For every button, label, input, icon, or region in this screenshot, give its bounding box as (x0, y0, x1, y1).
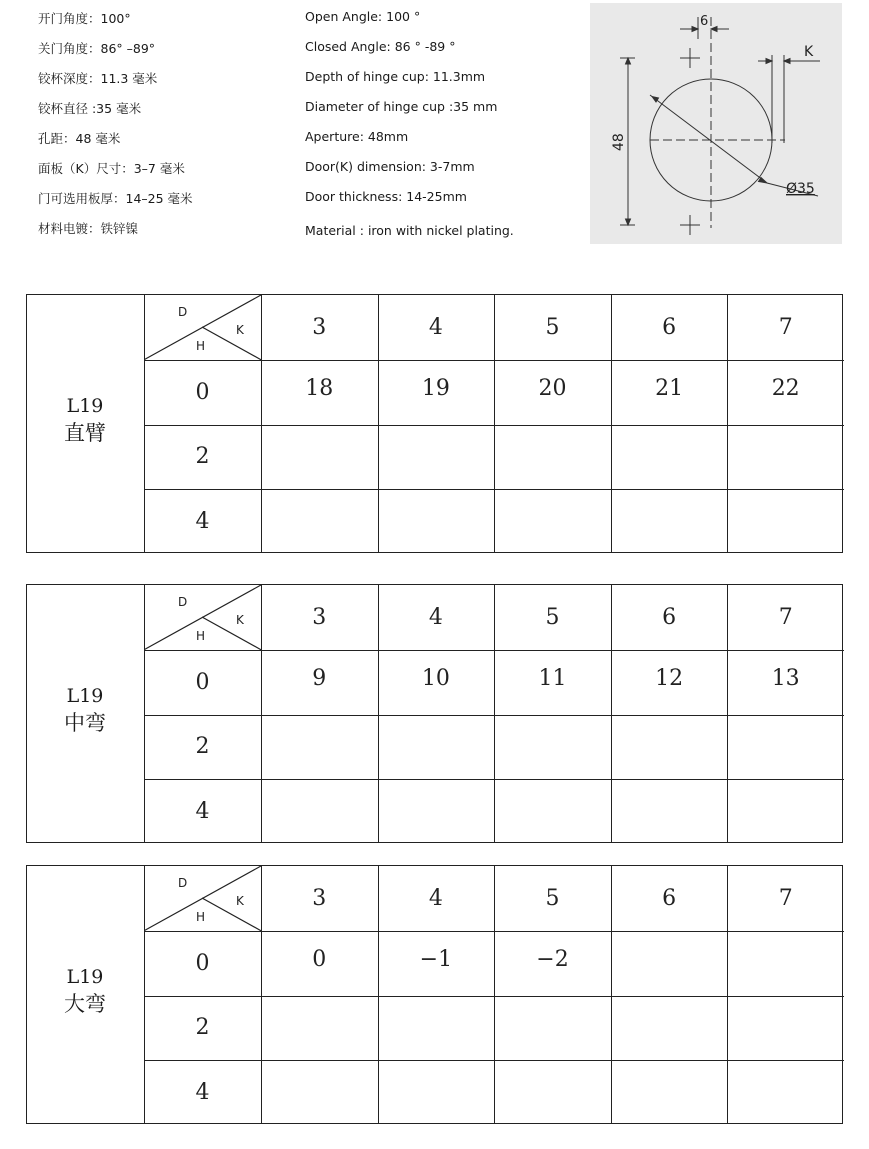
k-header-cell: 4 (428, 314, 443, 340)
h-value-cell: 2 (195, 1015, 210, 1041)
dim-diameter-label: Ø35 (786, 181, 815, 197)
table-data-cell (611, 779, 728, 844)
hinge-cup-diagram (590, 3, 842, 244)
spec-cn-7: 材料电镀：铁锌镍 (38, 221, 139, 236)
dim-top-label: 6 (700, 14, 709, 29)
spec-en-7: Material : iron with nickel plating. (305, 223, 514, 238)
h-value-cell: 0 (195, 950, 210, 976)
spec-en-4: Aperture: 48mm (305, 129, 409, 144)
model-label (27, 685, 143, 737)
k-header-cell: 7 (778, 885, 793, 911)
h-value-cell: 0 (195, 669, 210, 695)
spec-en-2: Depth of hinge cup: 11.3mm (305, 69, 486, 84)
table-data-cell (261, 715, 378, 780)
table-data-cell (378, 779, 495, 844)
k-header-cell: 3 (312, 604, 327, 630)
spec-en-5: Door(K) dimension: 3-7mm (305, 159, 475, 174)
model-subtitle: 中弯 (64, 710, 106, 735)
header-label-k: K (236, 894, 244, 908)
table-data-cell (727, 425, 844, 490)
table-data-cell: 11 (538, 665, 567, 691)
spec-en-6: Door thickness: 14-25mm (305, 189, 467, 204)
table-data-cell (494, 489, 611, 554)
table-data-cell (611, 931, 728, 996)
k-header-cell: 5 (545, 885, 560, 911)
header-label-h: H (196, 629, 206, 643)
table-data-cell (611, 1060, 728, 1125)
h-value-cell: 4 (195, 799, 210, 825)
dim-k-label: K (804, 44, 814, 60)
spec-en-1: Closed Angle: 86 ° -89 ° (305, 39, 456, 54)
table-data-cell (727, 489, 844, 554)
spec-cn-6: 门可选用板厚：14–25 毫米 (38, 191, 193, 206)
table-data-cell: 21 (655, 375, 684, 401)
table-data-cell (611, 996, 728, 1061)
header-label-d: D (178, 305, 188, 319)
table-data-cell: 12 (655, 665, 684, 691)
model-subtitle: 直臂 (64, 420, 106, 445)
header-label-k: K (236, 613, 244, 627)
table-data-cell (378, 996, 495, 1061)
header-label-d: D (178, 876, 188, 890)
table-data-cell (261, 489, 378, 554)
spec-cn-5: 面板（K）尺寸：3–7 毫米 (38, 161, 185, 176)
table-data-cell: 18 (305, 375, 334, 401)
table-data-cell (727, 1060, 844, 1125)
k-header-cell: 3 (312, 314, 327, 340)
header-label-d: D (178, 595, 188, 609)
table-data-cell: 20 (538, 375, 567, 401)
h-value-cell: 2 (195, 444, 210, 470)
table-data-cell (378, 425, 495, 490)
k-header-cell: 6 (662, 604, 677, 630)
table-data-cell (494, 715, 611, 780)
spec-table-0 (26, 294, 843, 553)
table-data-cell (611, 425, 728, 490)
spec-cn-3: 铰杯直径 :35 毫米 (38, 101, 142, 116)
spec-en-3: Diameter of hinge cup :35 mm (305, 99, 498, 114)
model-code: L19 (66, 965, 104, 988)
model-label (27, 395, 143, 447)
k-header-cell: 5 (545, 604, 560, 630)
k-header-cell: 3 (312, 885, 327, 911)
table-data-cell (494, 425, 611, 490)
table-data-cell (261, 1060, 378, 1125)
table-data-cell (727, 715, 844, 780)
table-data-cell (494, 996, 611, 1061)
table-data-cell (261, 425, 378, 490)
spec-cn-4: 孔距：48 毫米 (38, 131, 121, 146)
table-data-cell (378, 1060, 495, 1125)
table-data-cell (494, 779, 611, 844)
table-data-cell (727, 931, 844, 996)
k-header-cell: 7 (778, 604, 793, 630)
table-data-cell: 0 (312, 946, 327, 972)
table-data-cell (378, 489, 495, 554)
table-data-cell (261, 779, 378, 844)
table-data-cell (727, 996, 844, 1061)
header-label-h: H (196, 910, 206, 924)
spec-table-2 (26, 865, 843, 1124)
table-data-cell (261, 996, 378, 1061)
model-code: L19 (66, 684, 104, 707)
header-label-k: K (236, 323, 244, 337)
spec-en-0: Open Angle: 100 ° (305, 9, 421, 24)
h-value-cell: 2 (195, 734, 210, 760)
table-data-cell: 22 (771, 375, 800, 401)
table-data-cell: 19 (421, 375, 450, 401)
k-header-cell: 4 (428, 885, 443, 911)
table-data-cell (611, 489, 728, 554)
spec-table-1 (26, 584, 843, 843)
spec-cn-2: 铰杯深度：11.3 毫米 (38, 71, 158, 86)
table-data-cell (611, 715, 728, 780)
model-code: L19 (66, 394, 104, 417)
table-data-cell: 10 (421, 665, 450, 691)
spec-cn-0: 开门角度：100° (38, 11, 131, 26)
model-label (27, 966, 143, 1018)
k-header-cell: 6 (662, 885, 677, 911)
table-data-cell (494, 1060, 611, 1125)
table-data-cell: −1 (419, 946, 453, 972)
table-data-cell: 9 (312, 665, 327, 691)
k-header-cell: 4 (428, 604, 443, 630)
h-value-cell: 4 (195, 509, 210, 535)
table-data-cell (727, 779, 844, 844)
table-data-cell (378, 715, 495, 780)
h-value-cell: 0 (195, 379, 210, 405)
k-header-cell: 5 (545, 314, 560, 340)
table-data-cell: 13 (771, 665, 800, 691)
header-label-h: H (196, 339, 206, 353)
h-value-cell: 4 (195, 1080, 210, 1106)
hinge-cup-drawing (590, 3, 842, 244)
table-data-cell: −2 (536, 946, 569, 972)
model-subtitle: 大弯 (64, 991, 106, 1016)
k-header-cell: 6 (662, 314, 677, 340)
k-header-cell: 7 (778, 314, 793, 340)
dim-height-label: 48 (611, 133, 627, 151)
spec-cn-1: 关门角度：86° –89° (38, 41, 156, 56)
